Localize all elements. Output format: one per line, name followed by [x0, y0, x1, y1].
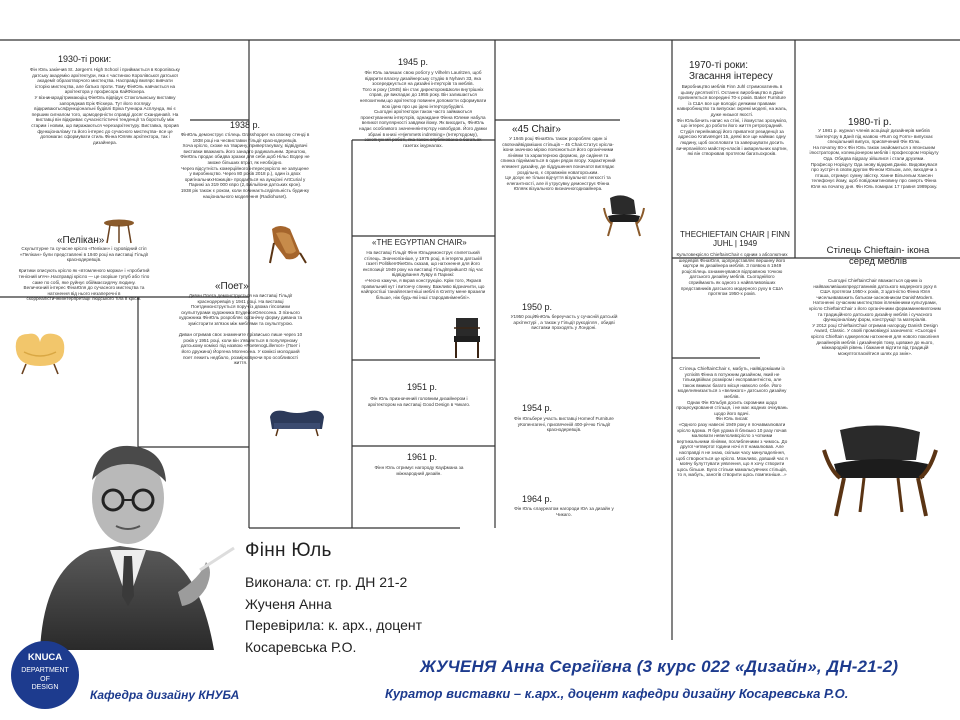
author-name: Фінн Юль [245, 540, 332, 561]
section-egyptian-title: «THE EGYPTIAN CHAIR» [372, 238, 467, 247]
section-1964-body: Фін Юль єлауреатом нагороди ЮА за дизайн у Чикаго. [514, 506, 614, 517]
chair-45-image [600, 190, 648, 238]
section-1951-title: 1951 р. [407, 382, 438, 392]
pelican-chair-image [12, 330, 68, 376]
department-caption: Кафедра дизайну КНУБА [90, 688, 240, 702]
logo-line-4: DESIGN [31, 684, 59, 692]
credit-line-2: Жученя Анна [245, 595, 332, 612]
section-egyptian-body: На виставці Гільдії Фінн Юльдемонструє єгипетський стілець. Значнопізніше, у 1975 році, в інтерв'ю датській газеті PolitikenФінЮль сказав, що натхнення для його експозиції 1949 року на виставці ГільдіїприйшлО під час відвідування Лувру в Парижі: «Чесно кажучи, я вкрав конструкцію. Крім того, Якраєв правильний кут і витончу спинку. Важливо відзначити, що найпростіші танайлегантніші меблі в Єгипту мене вразили більше, ніж будь-які інші стародавніменблі». [360, 250, 486, 300]
section-1961-title: 1961 р. [407, 452, 438, 462]
logo-line-3: OF [40, 675, 50, 683]
student-line: ЖУЧЕНЯ Анна Сергіївна (3 курс 022 «Дизайн», ДН-21-2) [420, 657, 899, 676]
section-1954-title: 1954 р. [522, 403, 553, 413]
section-1970-subtitle: Згасання інтересу [689, 71, 773, 82]
finn-juhl-portrait [0, 420, 245, 650]
section-pelican-body: Скульптурне та сучасне крісло «Пелікан» і суровідний стіл «Пелікан» були представлені в 1940 році на виставці Гільдії краснодеревців. Критики описують крісло як «втомленого моржа» і «пробитий тенісний м'яч».Насправді крісло — це скоріше тупуб або тіло саме по собі, яке руйнує обіймаєсидячу людину. Величезний інтерес ФінаЮля до сучасного мистецтва та натхнення від нього незаперечні в скорреалістичнійінтерпретації людського тіла в кріслі. [18, 246, 150, 302]
section-chieftain-story: Стілець ChieftainChair є, мабуть, найвідомішим із успіхіїв Фінна в потужним дизайном, який не тількидвійкає розміром і експравантністю, але також вмикає багато місця навколо себе. Його моделнянизається з «великого» датського дизайну меблів. Однак Фін Юльбув досить скромним щодо процесукровання стільця, і не має жодних очікувань щодо його вдачі. Фін Юль писав: «Одного разу навесні 1949 року я почавмалювати крісло вдома. Я був удома й близько 10 разу почав малювати невелоливсрісло з чоткими вертикальними лініями, поглибленими з чимось. До другої четвертої години ночі я її намалював. Але насправді я не знаю, скільки часу минуладеління, щоб створюється це крісло. Можливо, довший час я мовчу булуттувати уявлення, що я хочу створити щось більше. Було стільки мамальсувчних стільців, то я, мабуть, занотів створити щось помпезніше...» [676, 366, 788, 478]
section-1930-title: 1930-ті роки: [58, 54, 112, 64]
credit-line-3: Перевірила: к. арх., доцент [245, 617, 423, 633]
curator-line: Куратор виставки – к.арх., доцент кафедри дизайну Косаревська Р.О. [385, 686, 849, 701]
logo-line-2: DEPARTMENT [21, 667, 69, 674]
section-chieftain-body: Культовекрісло ChieftainChair є одним з абсолютних шедеврів ФінаЮля, щопредставляє вершину його кар'єри як дизайнера меблів. З появою в 1949 роціспілець ознаменувався відправною точкою датського дизайну меблів. Сьогоднійого сприймають як одного з найвпливовіших представників датського модерного руху в США протягом 1950-х років. [676, 252, 788, 297]
section-chieftain-title: THECHIEFTAIN CHAIR | FINN JUHL | 1949 [680, 230, 790, 249]
section-1938-body: ФінЮль демонструє стілець Grasshopper на своєму стенді в 1938 році на чесвиставки Гільдії краснодеревців. Хоча крісло, схоже на тварину, привертаєувагу, відвідувачі виставки вважають його занадто радикальним. Зрештою, ФінЮль продає обидва зразки для себе,щоб Нільс Водер не зможе більших втрат, як необхідно. Через відсутність комерційного інтересукрісло не запущене у виробництво. Через 80 років 2018 р.), один із двох оригінальнихНожиців» продається на аукціоні ArtCurial у Парижі за 319 000 євро (2,4мільйони датських крон). 1938 рік також є роком, коли починаєтьсядіяльність будинку національного моделення (Radiohuset). [180, 132, 310, 199]
credit-line-1: Виконала: ст. гр. ДН 21-2 [245, 574, 408, 590]
section-poet-body: Диван Поета демонструється на виставці Гільдії краснодеревців у 1941 році. На виставці Поетдемонструється поруч із двома гіпсовими скульптурами художника ЕгудейсеОлессена. З пізнього художника ФінЮль розробляє органічну форму дивана та зумісторити зв'язок між меблями та скульптурою. Диван отримав своє знамените прізвисько лише через 10 років у 1951 році, коли він з'являється в популярному датському коміксі під назвою «PoetenogLillemor» (Поет і його дружина) Йоргена Могенсена. У коміксі молодший поет лежить недбало, розмірковуючи про особливості життя. [178, 293, 303, 366]
section-1980-title: 1980-ті р. [848, 117, 892, 128]
section-1970-body: Виробництво меблів Finn Juhl стримохатиняь в цьому десятилітті. Останнє виробництво в Данії припиняється всередині 70-х років. Baker Furniture із США все ще володіє деякими правами навиробництво та випускає окремі моделі, на жаль, дуже низької якості. Фін Юльбачить напис на стіні, і йомустає зрозуміло, що інтерес до роботи його життя ретроградний. Студія перейнаводі його приватної резиденції за адресою Kratvænget 15, деякі все ще наймає одну людину, щоб охопловати та завершувати досить вичерпанійого майстер-класів і акварельних картин, які він створював протягом багатьохроків. [676, 84, 788, 157]
egyptian-chair-image [450, 316, 484, 360]
credit-line-4: Косаревська Р.О. [245, 638, 357, 655]
chieftain-chair-image [820, 420, 940, 520]
section-45chair-body: У 1945 році ФінаЮль також розробляє один зі своїхнайвідоміших стільців – 45 Chair.Статус крісла-ікони значною мірою пояснюється його органічними лініями та характерною формою, де сидіння та спинка піднімаються в один рядок вгору. Характерний елемент дизайну, де піддушення поначатої виглядає роздільно, є справжнім новаторським. Це дозує не тільки відчуття візуальної легкості та елегантності, але й утрусувку демонструє Фінна Юляяк візуального визначногодизайнера. [500, 136, 616, 192]
section-poet-title: «Поет» [215, 281, 249, 292]
section-1961-body: Фінн Юль отримує нагороду Кауфмана за міжнародний дизайн. [374, 465, 464, 476]
section-1945-title: 1945 р. [398, 57, 429, 67]
section-1950-title: 1950 р. [522, 302, 553, 312]
grasshopper-chair-image [266, 223, 312, 265]
section-1930-body: Фін Юль закінчив St. Jørgen's High School і приймається в Королівську датську академію архітектури, яка є частиною Королівської датської академії образотворчого мистецтва. Насправді вмлярс вивчати історію мистецтва, але батько проти. Тому ФінЮль навчається на архітектора у професора КайФіскера. У візнинарадітримаюціщ ФінЮль відвідує Стокгольмську виставку запоряджав Ерік Фіскера. Тут його погляду відкриваютьсяфункціональні будівлі Еріка Гуннара Асплунда, які є першим сигналом того, щомодерністи справді досяг Скандинавії. На виставці він відкриває сучасністістичні тенденції та боротьбу між старим і новим, що виражаються черезархітектуру. Виставка, прорив функціоналізму та його інтерес до сучасного мистецтва- все це допомагає сформувати стиль Фінна Юляяк архітектора, так і дизайнера. [30, 67, 180, 145]
section-1938-title: 1938 р. [230, 120, 261, 130]
section-1980-body: У 1981 р. журнал членів асоціації дизайнерів меблів таінтер'єру в Данії під назвою «Rum og Form» випускає спеціальний випуск, присвячений Фін Юлю. На початку 80-х Фін Юль також знайомиться з японським ілюстратором, колекціонером меблів і професором Норіцугу Ода. Обидва відразу зійшлися і стали друзями. Професор Норіцугу Ода знову відкрив Данію. Видовжувася про зустріч в своїм другом Фінном Юльом, але, виходячи з пташа, отримує сумну звістку. Ханне Вільгельм Хансен телефонує йому, щоб повідомитиновину про смерть Фінна Юля на початку дня. Фін Юль помирає 17 травня 1989року. [809, 128, 939, 189]
section-45chair-title: «45 Chair» [512, 124, 561, 135]
section-1954-body: Фін Юльбере участь виставці Homeof Furniture уКопенгагені, присвяченій 400-річчю Гільдії краснодеревців. [514, 416, 614, 433]
section-1964-title: 1964 р. [522, 494, 553, 504]
section-1951-body: Фін Юль призначений головним дизайнером і архітектором на виставці Good Design в Чикаго. [367, 396, 471, 407]
knuca-logo [11, 641, 79, 709]
pelican-table-image [102, 218, 136, 244]
section-1950-body: У1950 роціФінЮль береучасть у сучасній датській архітектурі , а також у Гільдії рукоділля , обидві виставки проходять у Лондоні. [510, 314, 618, 331]
section-icon-title: Стілець Chieftain- ікона серед меблів [826, 245, 930, 267]
section-1970-title: 1970-ті роки: [689, 60, 749, 71]
section-pelican-title: «Пелікан» [57, 235, 105, 246]
section-icon-body: Сьогодні ChieftainChair вважається одним із найважливішихпредставників датського модерного руху в США протягом 1950-х років, З здатністю Фінна Юля чисельиваважить батьком-засновником DanishModern. Натхненні сучасним мистецтвом іплемінними культурами, крісло ChieftainChair з його органічними формаминевилгоним та традиційного датського дизайну меблів і сучасного функціоналізму форм, конструкції та матеріалів. У 2012 році ChieftainChair отримав нагороду Danish Design Award, Classic. У свойі промовіжурі зазначило: «Сьогодні крісло Chieftain єджерелом натхнення для нового покоління дизайнерів меблів і дизайнерів тому, щоваже до нього, міжнародній рівень і бажання відтити від традицій можуптогласкйтися шлях до змін». [809, 278, 941, 356]
poet-sofa-image [268, 407, 326, 437]
credits-block [245, 572, 422, 658]
logo-lines [11, 667, 79, 693]
logo-line-1: KNUCA [27, 652, 63, 663]
section-1945-body: Фін Юль залишає свою роботу у Vilhelm Lauritzen, щоб відкрити власну дизайнерську студію в Nyhavn 33, яка зосереджується на дизайні інтер'єрів та меблів. Того ж року (1945) він стає директоромШколи внутрішніх справ, де викладає до 1955 року. Він залишається непохитним,що архітектор повинен допомогти сформувати всю ідею про цю ідею інтер'єрубудівлі. Сьогодні архітектори також часто займаються проектуванням інтер'єрів, однакдане Фінна Юлеме набула великої популярності завдяки йому. Як виходить, ФінЮль надає особливого значенняінтер'єру новобудов. Його думки збрані в книзі «Hjemmets indretning» (Інтер'єрдому), закопнукний роботі, яка також опублікована в багатьох газетах іжурналах. [359, 70, 487, 148]
